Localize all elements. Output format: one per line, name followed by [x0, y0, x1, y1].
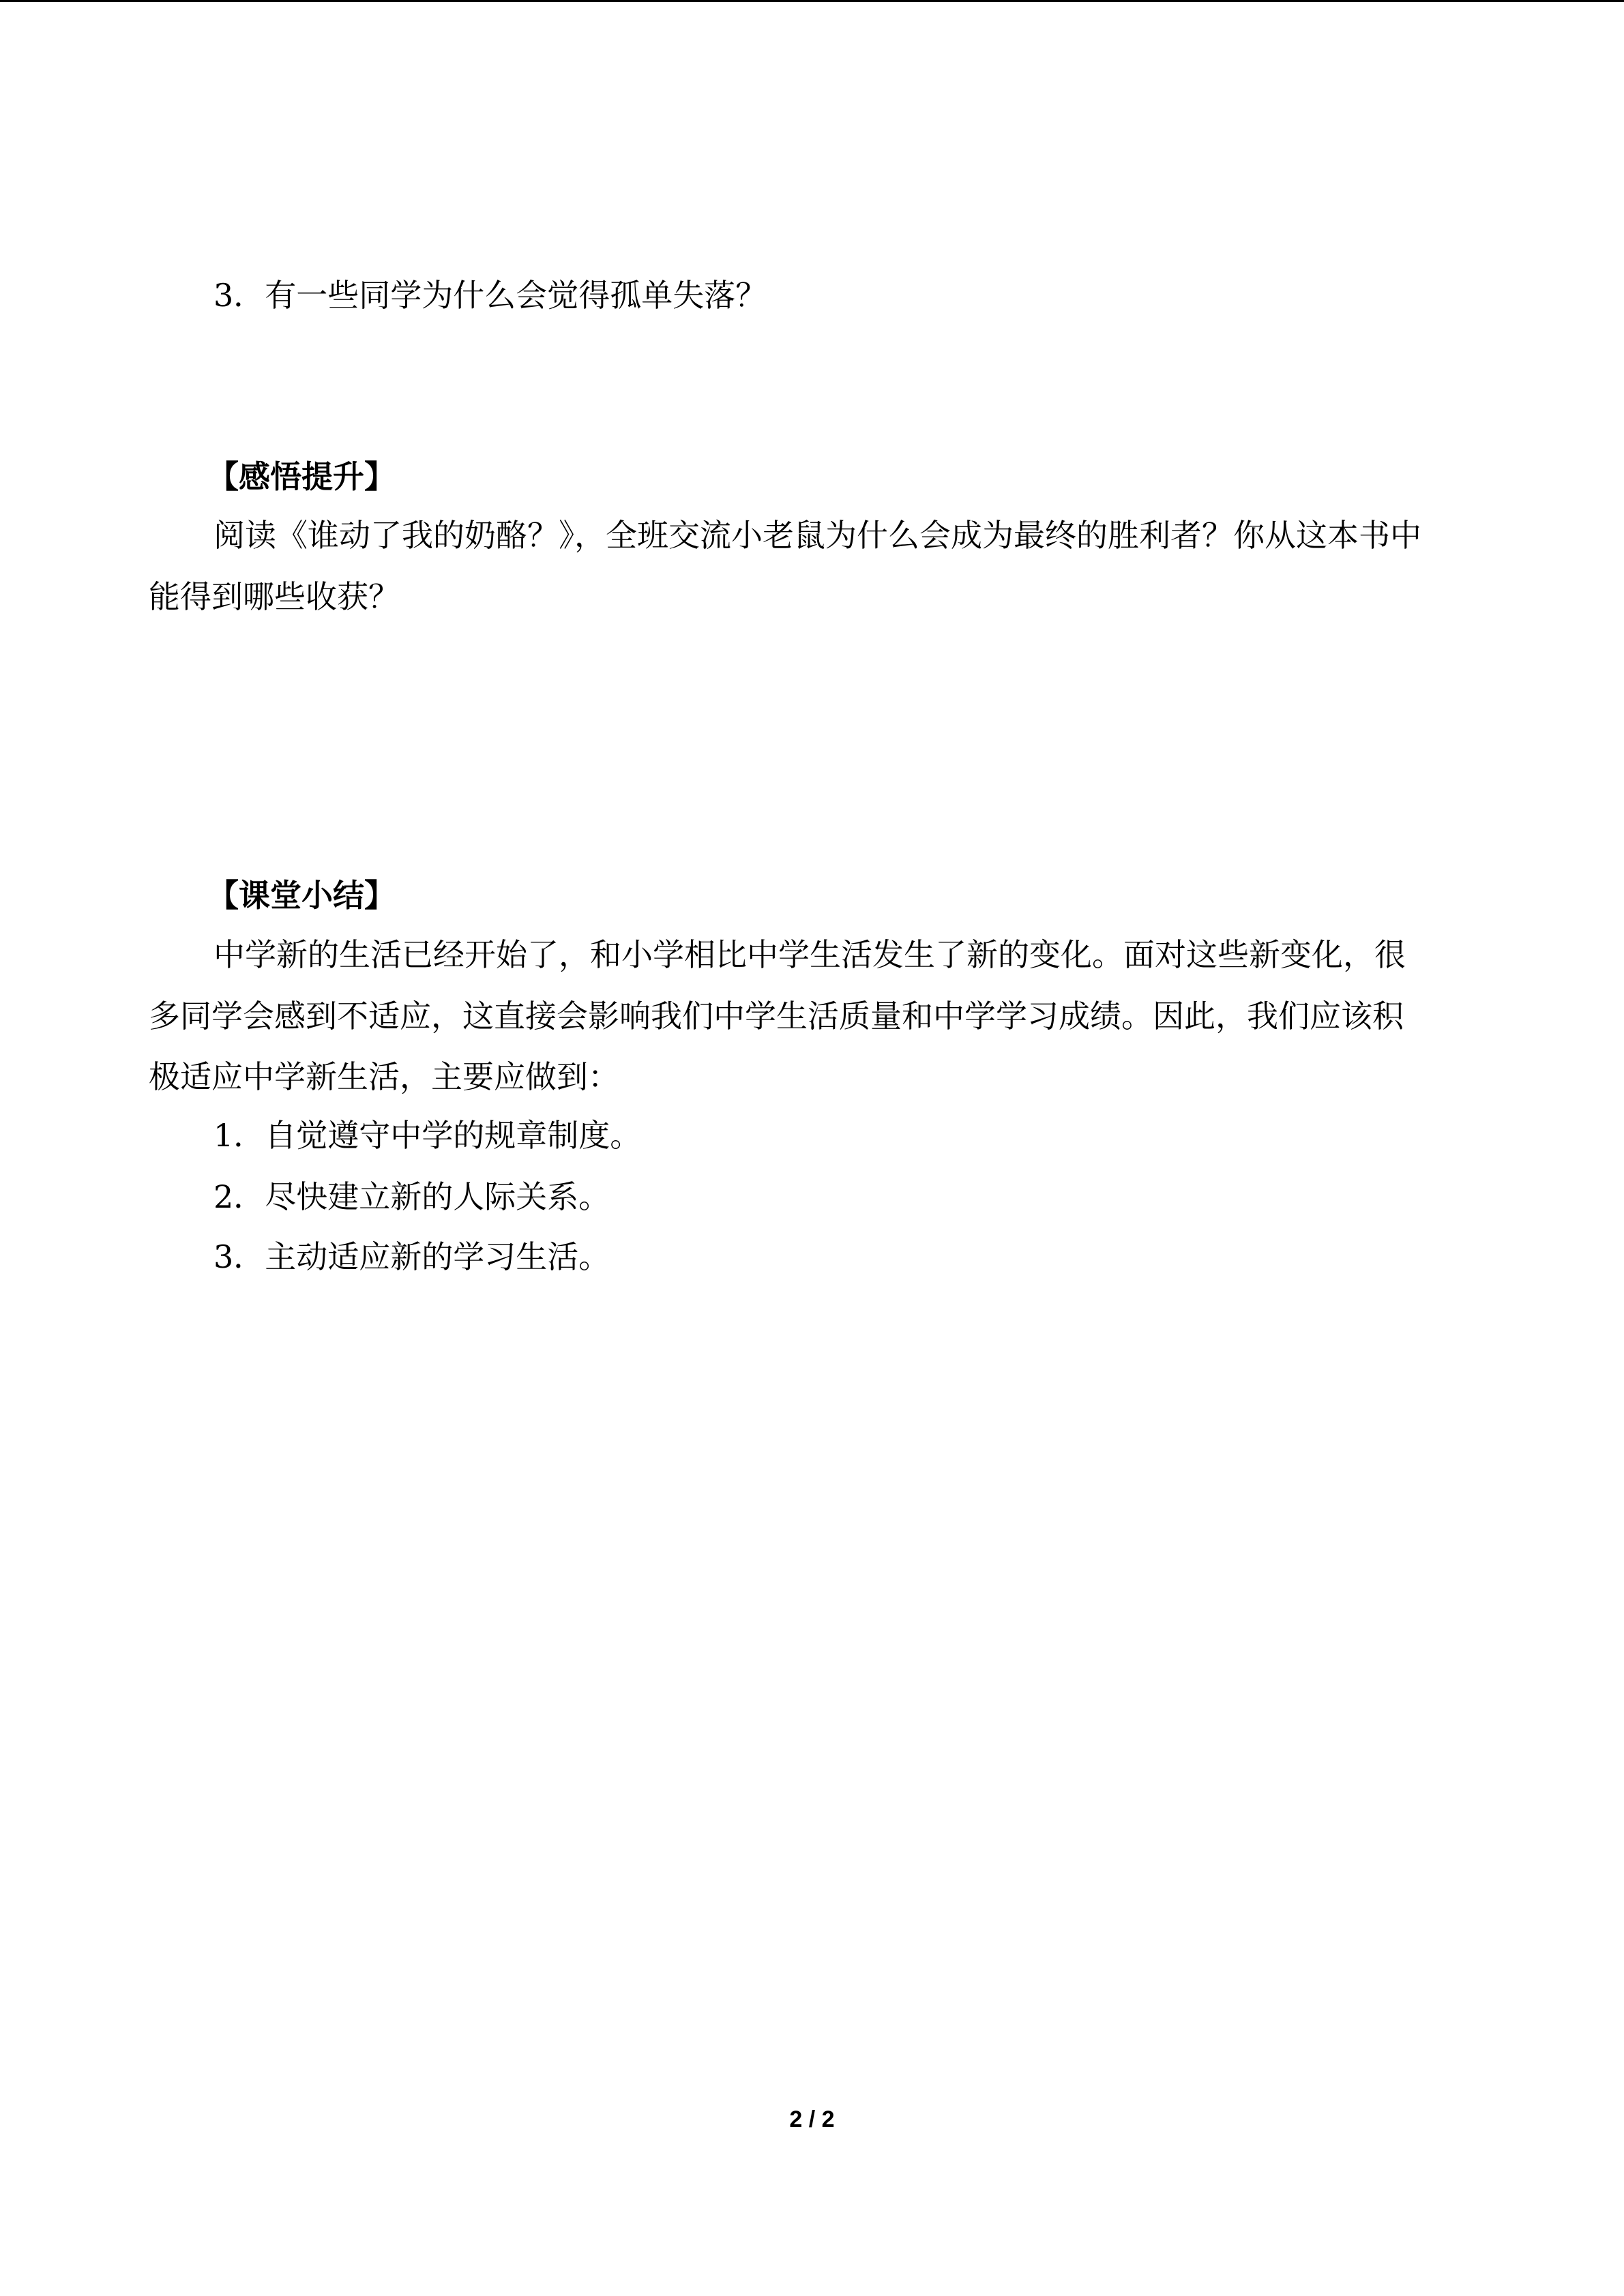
- summary-paragraph-line-1: 中学新的生活已经开始了，和小学相比中学生活发生了新的变化。面对这些新变化，很: [213, 936, 1406, 973]
- page-number: 2 / 2: [789, 2106, 835, 2132]
- summary-list-item: 2．尽快建立新的人际关系。: [213, 1178, 610, 1215]
- summary-list-item: 1．自觉遵守中学的规章制度。: [213, 1117, 642, 1154]
- summary-heading: 【课堂小结】: [207, 877, 396, 914]
- page-top-border: [0, 0, 1624, 2]
- insight-heading: 【感悟提升】: [207, 458, 396, 495]
- summary-list-item: 3．主动适应新的学习生活。: [213, 1238, 610, 1275]
- insight-paragraph-line-1: 阅读《谁动了我的奶酪？》，全班交流小老鼠为什么会成为最终的胜利者？你从这本书中: [213, 517, 1421, 554]
- summary-paragraph-line-3: 极适应中学新生活，主要应做到：: [149, 1058, 619, 1095]
- question-3: 3．有一些同学为什么会觉得孤单失落？: [213, 277, 767, 314]
- insight-paragraph-line-2: 能得到哪些收获？: [149, 578, 400, 615]
- summary-paragraph-line-2: 多同学会感到不适应，这直接会影响我们中学生活质量和中学学习成绩。因此，我们应该积: [149, 998, 1404, 1034]
